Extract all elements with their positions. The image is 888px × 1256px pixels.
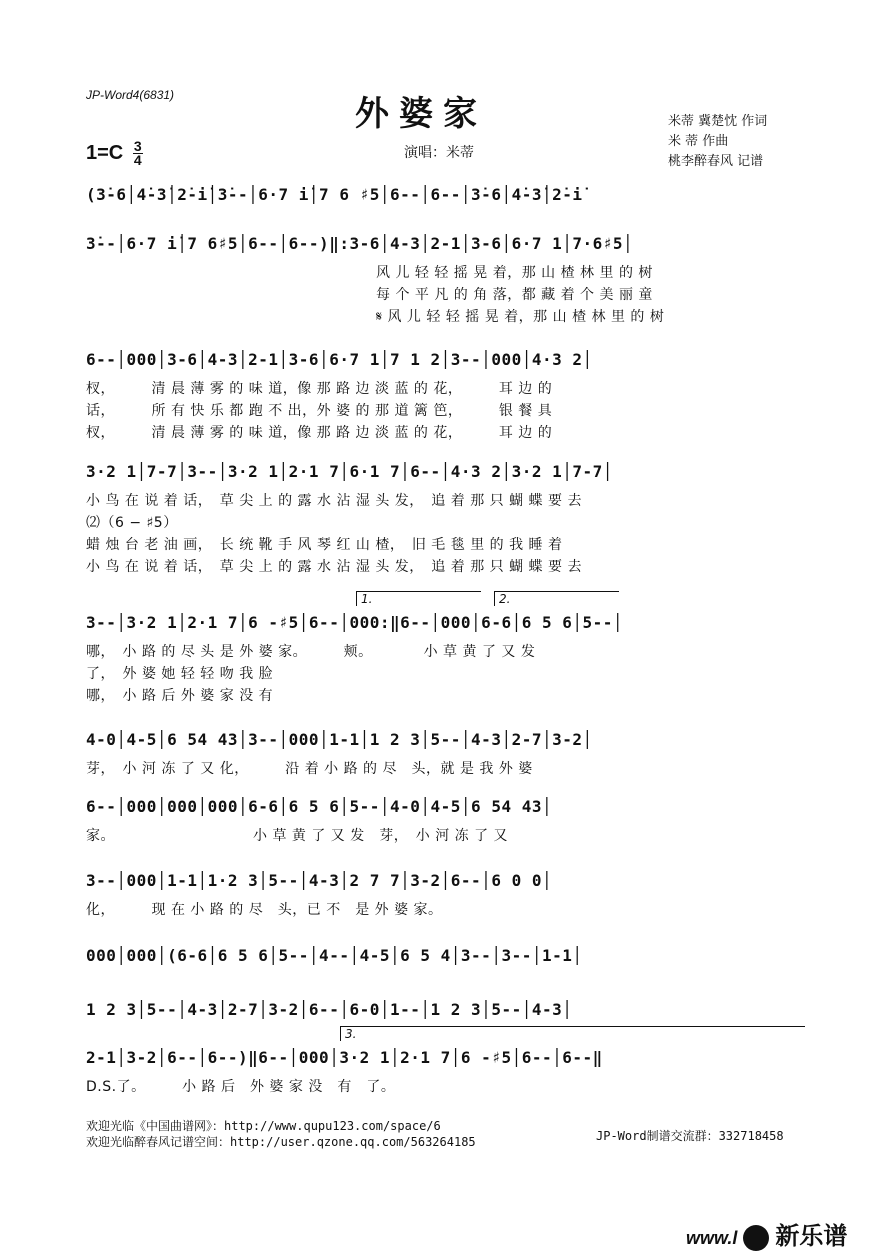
lyric-line: 哪， 小 路 的 尽 头 是 外 婆 家。 颊。 小 草 黄 了 又 发 bbox=[86, 644, 536, 660]
time-bottom: 4 bbox=[133, 152, 142, 168]
page-title: 外婆家 bbox=[355, 94, 487, 134]
volta-bracket: 1. bbox=[356, 591, 481, 606]
footer-link-2[interactable]: 欢迎光临醉春风记谱空间：http://user.qzone.qq.com/563264185 bbox=[86, 1135, 476, 1149]
lyric-line: 家。 小 草 黄 了 又 发 芽， 小 河 冻 了 又 bbox=[86, 828, 509, 844]
watermark-url: www.l bbox=[686, 1228, 738, 1248]
staff-line-music: 000│000│(6-6│6 5 6│5--│4--│4-5│6 5 4│3--│3--│1-1│ bbox=[86, 946, 583, 965]
staff-line-music: 6--│000│000│000│6-6│6 5 6│5--│4-0│4-5│6 54 43│ bbox=[86, 797, 553, 816]
watermark-logo bbox=[686, 1216, 847, 1251]
lyric-line: 话， 所 有 快 乐 都 跑 不 出，外 婆 的 那 道 篱 笆， 银 餐 具 bbox=[86, 403, 553, 419]
staff-line-music: 2-1│3-2│6--│6--)‖6--│000│3·2 1│2·1 7│6 -♯5│6--│6--‖ bbox=[86, 1048, 603, 1067]
staff-line-music: (3̇-6│4̇-3̇│2̇-i̇│3̇--│6·7 i̇│7 6 ♯5│6--│6--│3̇-6│4̇-3̇│2̇-i̇ bbox=[86, 185, 583, 204]
footer-group: JP-Word制谱交流群：332718458 bbox=[596, 1129, 784, 1143]
staff-line-music: 3--│3·2 1│2·1 7│6 -♯5│6--│000:‖6--│000│6-6│6 5 6│5--│ bbox=[86, 613, 624, 632]
singer: 演唱：米蒂 bbox=[404, 145, 474, 161]
staff-line-music: 1 2 3│5--│4-3│2-7│3-2│6--│6-0│1--│1 2 3│5--│4-3│ bbox=[86, 1000, 573, 1019]
software-label: JP-Word4(6831) bbox=[86, 88, 175, 102]
time-signature bbox=[133, 140, 143, 167]
credits bbox=[668, 112, 767, 172]
lyric-line: 𝄋 风 儿 轻 轻 摇 晃 着，那 山 楂 林 里 的 树 bbox=[376, 309, 665, 325]
staff-line-music: 3--│000│1-1│1·2 3│5--│4-3│2 7 7│3-2│6--│6 0 0│ bbox=[86, 871, 553, 890]
music-disc-icon bbox=[743, 1225, 769, 1251]
credit-composer: 米 蒂 作曲 bbox=[668, 134, 729, 149]
credit-lyricist: 米蒂 冀楚忱 作词 bbox=[668, 114, 768, 129]
lyric-line: 蜡 烛 台 老 油 画， 长 统 靴 手 风 琴 红 山 楂， 旧 毛 毯 里 的 我 睡 着 bbox=[86, 537, 563, 553]
staff-line-music: 3·2 1│7-7│3--│3·2 1│2·1 7│6·1 7│6--│4·3 2│3·2 1│7-7│ bbox=[86, 462, 613, 481]
key-label: 1=C bbox=[86, 141, 124, 164]
lyric-line: 了， 外 婆 她 轻 轻 吻 我 脸 bbox=[86, 666, 274, 682]
lyric-line: 芽， 小 河 冻 了 又 化， 沿 着 小 路 的 尽 头，就 是 我 外 婆 bbox=[86, 761, 533, 777]
volta-bracket: 3. bbox=[340, 1026, 805, 1041]
staff-line-music: 6--│000│3-6│4-3│2-1│3-6│6·7 1│7 1 2│3--│000│4·3 2│ bbox=[86, 350, 593, 369]
credit-transcriber: 桃李醉春风 记谱 bbox=[668, 154, 764, 169]
lyric-line: 小 鸟 在 说 着 话， 草 尖 上 的 露 水 沾 湿 头 发， 追 着 那 只 蝴 蝶 要 去 bbox=[86, 559, 582, 575]
lyric-line: 每 个 平 凡 的 角 落，都 藏 着 个 美 丽 童 bbox=[376, 287, 653, 303]
volta-bracket: 2. bbox=[494, 591, 619, 606]
lyric-line: 小 鸟 在 说 着 话， 草 尖 上 的 露 水 沾 湿 头 发， 追 着 那 只 蝴 蝶 要 去 bbox=[86, 493, 582, 509]
lyric-line: D.S.了。 小 路 后 外 婆 家 没 有 了。 bbox=[86, 1079, 396, 1095]
lyric-line: 风 儿 轻 轻 摇 晃 着，那 山 楂 林 里 的 树 bbox=[376, 265, 653, 281]
lyric-line: ⑵（6 − ♯5） bbox=[86, 515, 178, 531]
footer-links bbox=[86, 1118, 476, 1150]
key-signature bbox=[86, 140, 143, 167]
lyric-line: 哪， 小 路 后 外 婆 家 没 有 bbox=[86, 688, 274, 704]
lyric-line: 杈， 清 晨 薄 雾 的 味 道，像 那 路 边 淡 蓝 的 花， 耳 边 的 bbox=[86, 381, 553, 397]
lyric-line: 杈， 清 晨 薄 雾 的 味 道，像 那 路 边 淡 蓝 的 花， 耳 边 的 bbox=[86, 425, 553, 441]
lyric-line: 化， 现 在 小 路 的 尽 头，已 不 是 外 婆 家。 bbox=[86, 902, 443, 918]
staff-line-music: 4-0│4-5│6 54 43│3--│000│1-1│1 2 3│5--│4-3│2-7│3-2│ bbox=[86, 730, 593, 749]
time-top: 3 bbox=[133, 138, 142, 154]
watermark-brand: 新乐谱 bbox=[775, 1223, 848, 1250]
staff-line-music: 3̇--│6·7 i̇│7 6♯5│6--│6--)‖:3-6│4-3│2-1│3-6│6·7 1│7·6♯5│ bbox=[86, 234, 634, 253]
footer-link-1[interactable]: 欢迎光临《中国曲谱网》：http://www.qupu123.com/space/6 bbox=[86, 1119, 441, 1133]
